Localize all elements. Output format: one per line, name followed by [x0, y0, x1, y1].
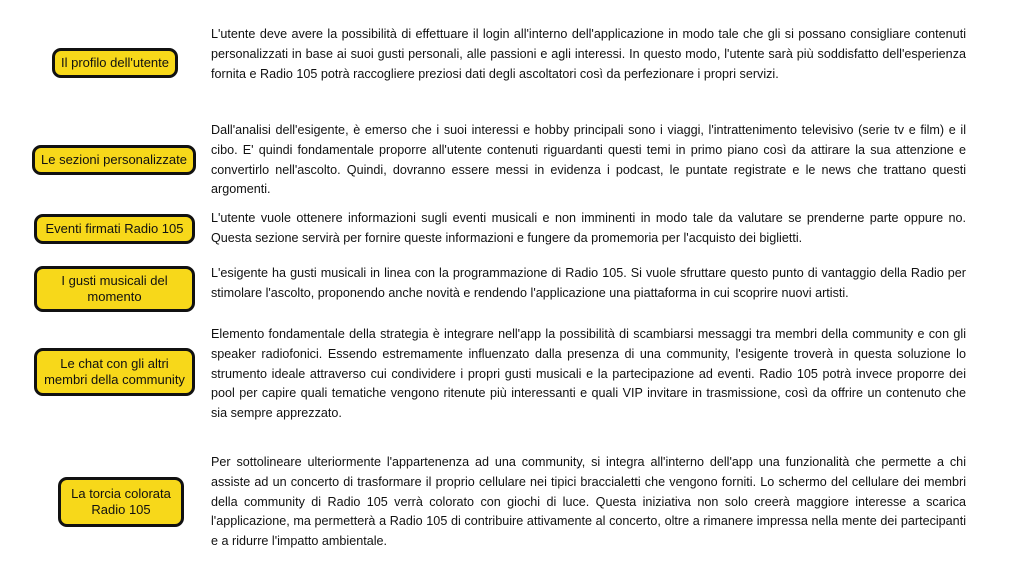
paragraph-profilo-utente: L'utente deve avere la possibilità di effettuare il login all'interno dell'applicazione in modo tale che gli si possano consigliare contenuti personalizzati in base ai suoi gusti personali, alle passioni e agli interessi. In questo modo, l'utente sarà più soddisfatto dell'esperienza fornita e Radio 105 potrà raccogliere preziosi dati degli ascoltatori così da perfezionare i propri servizi.: [211, 27, 966, 81]
label-sezioni-personalizzate: Le sezioni personalizzate: [32, 145, 196, 175]
label-chat-community: Le chat con gli altri membri della community: [34, 348, 195, 396]
paragraph-chat-community: Elemento fondamentale della strategia è integrare nell'app la possibilità di scambiarsi messaggi tra membri della community e con gli speaker radiofonici. Essendo estremamente influenzato dalla presenza di una community, l'esigente troverà in questa soluzione lo strumento ideale attraverso cui condividere i propri gusti musicali e la partecipazione ad eventi. Radio 105 potrà invece proporre dei pool per capire quali tematiche vengono ritenute più interessanti e quali VIP invitare in trasmissione, così da offrire un contenuto che sia sempre apprezzato.: [211, 327, 966, 421]
paragraph-eventi-radio-105: L'utente vuole ottenere informazioni sugli eventi musicali e non imminenti in modo tale da valutare se prenderne parte oppure no. Questa sezione servirà per fornire queste informazioni e fungere da promemoria per l'acquisto dei biglietti.: [211, 211, 966, 245]
paragraph-gusti-musicali: L'esigente ha gusti musicali in linea con la programmazione di Radio 105. Si vuole sfruttare questo punto di vantaggio della Radio per stimolare l'ascolto, proponendo anche novità e rendendo l'applicazione una piattaforma in cui scoprire nuovi artisti.: [211, 266, 966, 300]
label-eventi-radio-105: Eventi firmati Radio 105: [34, 214, 195, 244]
label-gusti-musicali: I gusti musicali del momento: [34, 266, 195, 312]
label-torcia-colorata: La torcia colorata Radio 105: [58, 477, 184, 527]
paragraph-sezioni-personalizzate: Dall'analisi dell'esigente, è emerso che i suoi interessi e hobby principali sono i viaggi, l'intrattenimento televisivo (serie tv e film) e il cibo. E' quindi fondamentale proporre all'utente contenuti riguardanti questi temi in primo piano così da attirare la sua attenzione e convertirlo nell'ascolto. Quindi, dovranno essere messi in evidenza i podcast, le puntate registrate e le news che trattano questi argomenti.: [211, 123, 966, 197]
paragraph-torcia-colorata: Per sottolineare ulteriormente l'appartenenza ad una community, si integra all'interno dell'app una funzionalità che permette a chi assiste ad un concerto di trasformare il proprio cellulare nei tipici braccialetti che vengono forniti. Lo schermo del cellulare dei membri della community di Radio 105 verrà colorato con giochi di luce. Questa iniziativa non solo creerà maggiore interesse a scarica l'applicazione, ma permetterà a Radio 105 di contribuire attivamente al concerto, oltre a rimanere impressa nella mente dei partecipanti e a ridurre l'impatto ambientale.: [211, 455, 966, 549]
label-profilo-utente: Il profilo dell'utente: [52, 48, 178, 78]
